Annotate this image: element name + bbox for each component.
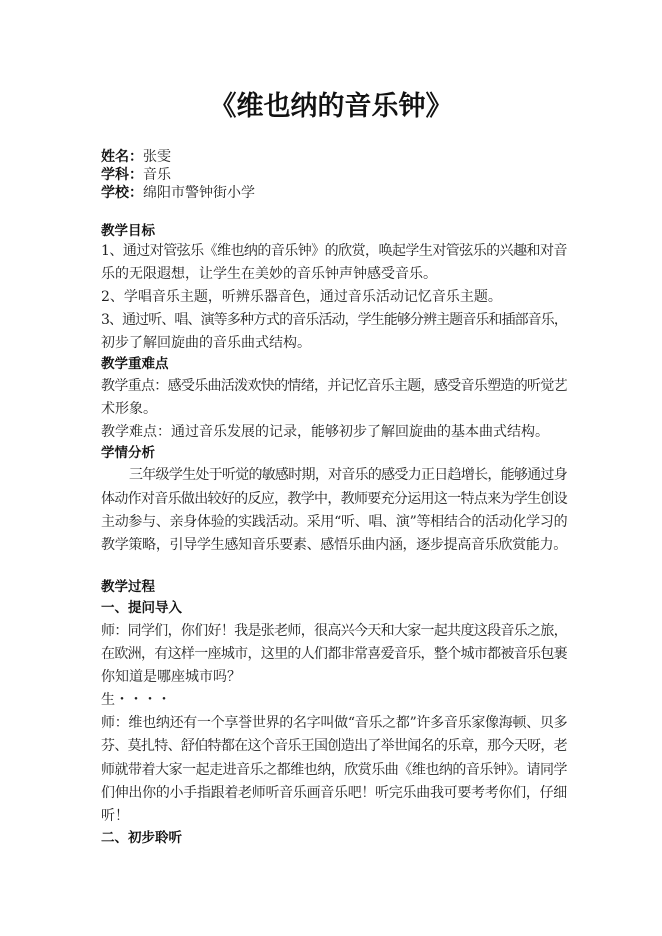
objective-line: 3、通过听、唱、演等多种方式的音乐活动，学生能够分辨主题音乐和插部音乐， [101,312,567,328]
process-line: 你知道是哪座城市吗？ [101,669,241,685]
info-label: 学校： [101,185,143,201]
info-value: 音乐 [143,167,171,183]
info-value: 绵阳市警钟街小学 [143,185,255,201]
analysis-heading: 学情分析 [101,445,155,461]
analysis-line: 三年级学生处于听觉的敏感时期，对音乐的感受力正日趋增长，能够通过身 [129,467,567,483]
key-point-line: 教学难点：通过音乐发展的记录，能够初步了解回旋曲的基本曲式结构。 [101,424,549,440]
info-subject [101,166,171,184]
objective-line: 2、学唱音乐主题，听辨乐器音色，通过音乐活动记忆音乐主题。 [101,289,502,305]
section-heading: 一、提问导入 [101,600,182,616]
analysis-line: 体动作对音乐做出较好的反应，教学中，教师要充分运用这一特点来为学生创设 [101,491,567,507]
analysis-line: 教学策略，引导学生感知音乐要素、感悟乐曲内涵，逐步提高音乐欣赏能力。 [101,537,567,553]
info-name [101,148,171,166]
info-label: 学科： [101,167,143,183]
process-heading: 教学过程 [101,579,155,595]
process-line: 师就带着大家一起走进音乐之都维也纳，欣赏乐曲《维也纳的音乐钟》。请同学 [101,762,567,778]
objectives-heading: 教学目标 [101,223,155,239]
objective-line: 1、通过对管弦乐《维也纳的音乐钟》的欣赏，唤起学生对管弦乐的兴趣和对音 [101,243,567,259]
objective-line: 乐的无限遐想，让学生在美妙的音乐钟声钟感受音乐。 [101,266,437,282]
process-line: 在欧洲，有这样一座城市，这里的人们都非常喜爱音乐，整个城市都被音乐包裹 [101,646,567,662]
process-line: 生・・・・ [101,692,171,708]
info-value: 张雯 [143,149,171,165]
process-line: 芬、莫扎特、舒伯特都在这个音乐王国创造出了举世闻名的乐章，那今天呀，老 [101,738,567,754]
objective-line: 初步了解回旋曲的音乐曲式结构。 [101,335,311,351]
analysis-line: 主动参与、亲身体验的实践活动。采用“听、唱、演”等相结合的活动化学习的 [101,514,568,530]
section-heading: 二、初步聆听 [101,830,182,846]
info-school [101,184,255,202]
document-title: 《维也纳的音乐钟》 [209,91,453,122]
key-point-line: 术形象。 [101,401,157,417]
process-line: 师：维也纳还有一个享誉世界的名字叫做“音乐之都”许多音乐家像海顿、贝多 [101,715,568,731]
key-point-line: 教学重点：感受乐曲活泼欢快的情绪，并记忆音乐主题，感受音乐塑造的听觉艺 [101,378,567,394]
process-line: 师：同学们，你们好！我是张老师，很高兴今天和大家一起共度这段音乐之旅， [101,623,567,639]
process-line: 们伸出你的小手指跟着老师听音乐画音乐吧！听完乐曲我可要考考你们，仔细 [101,785,567,801]
key-points-heading: 教学重难点 [101,356,169,372]
process-line: 听！ [101,808,129,824]
info-label: 姓名： [101,149,143,165]
